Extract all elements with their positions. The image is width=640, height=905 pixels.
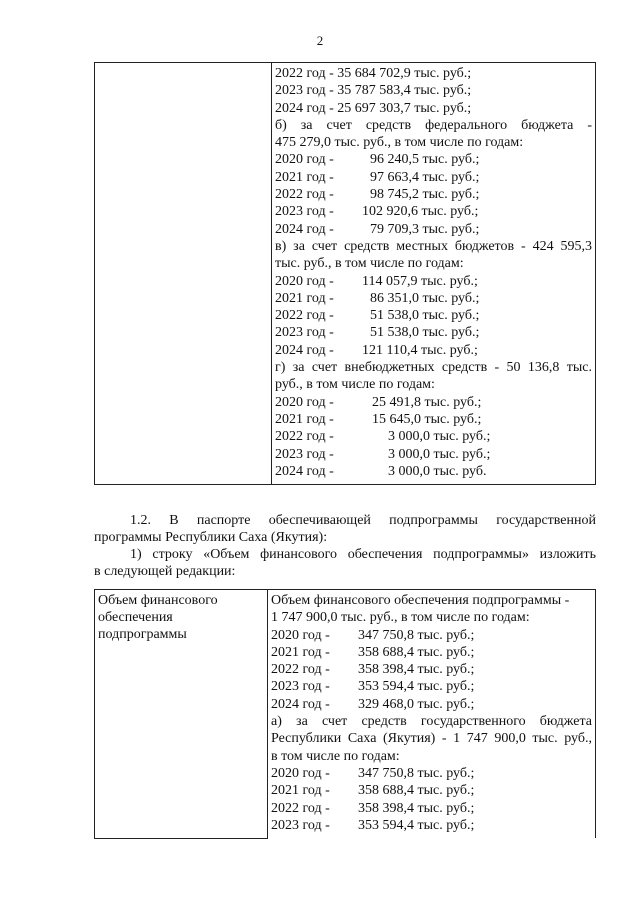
paragraph-item-1 bbox=[94, 546, 596, 581]
line: 2024 год - 25 697 303,7 тыс. руб.; bbox=[275, 100, 472, 116]
total-row: 2020 год - 347 750,8 тыс. руб.; bbox=[271, 627, 475, 643]
federal-row: 2020 год - 96 240,5 тыс. руб.; bbox=[275, 152, 480, 168]
paragraph-line: программы Республики Саха (Якутия): bbox=[94, 530, 328, 546]
local-row: 2020 год - 114 057,9 тыс. руб.; bbox=[275, 273, 478, 289]
local-heading-cont: тыс. руб., в том числе по годам: bbox=[275, 256, 464, 272]
federal-row: 2022 год - 98 745,2 тыс. руб.; bbox=[275, 187, 480, 203]
state-budget-heading: а) за счет средств государственного бюджета bbox=[271, 714, 592, 730]
state-row: 2021 год - 358 688,4 тыс. руб.; bbox=[271, 783, 475, 799]
local-heading: в) за счет средств местных бюджетов - 424 595,3 bbox=[275, 238, 592, 254]
total-heading-cont: 1 747 900,0 тыс. руб., в том числе по годам: bbox=[271, 610, 530, 626]
financing-details-cell bbox=[272, 63, 596, 485]
extrabudget-row: 2022 год - 3 000,0 тыс. руб.; bbox=[275, 429, 491, 445]
federal-heading-cont: 475 279,0 тыс. руб., в том числе по годам: bbox=[275, 135, 524, 151]
extrabudget-row: 2023 год - 3 000,0 тыс. руб.; bbox=[275, 446, 491, 462]
paragraph-line: 1) строку «Объем финансового обеспечения подпрограммы» изложить bbox=[130, 547, 596, 562]
extrabudget-row: 2020 год - 25 491,8 тыс. руб.; bbox=[275, 394, 482, 410]
line: 2023 год - 35 787 583,4 тыс. руб.; bbox=[275, 83, 472, 99]
label-line: подпрограммы bbox=[98, 627, 187, 642]
federal-row: 2024 год - 79 709,3 тыс. руб.; bbox=[275, 221, 480, 237]
federal-row: 2021 год - 97 663,4 тыс. руб.; bbox=[275, 169, 480, 185]
subprogram-financing-table bbox=[94, 589, 596, 839]
state-budget-heading-cont: Республики Саха (Якутия) - 1 747 900,0 тыс. руб., bbox=[271, 731, 592, 747]
line: 2022 год - 35 684 702,9 тыс. руб.; bbox=[275, 66, 472, 81]
local-row: 2023 год - 51 538,0 тыс. руб.; bbox=[275, 325, 480, 341]
label-line: Объем финансового bbox=[98, 593, 218, 608]
state-row: 2020 год - 347 750,8 тыс. руб.; bbox=[271, 765, 475, 781]
label-cell-empty bbox=[95, 63, 272, 485]
total-row: 2021 год - 358 688,4 тыс. руб.; bbox=[271, 644, 475, 660]
state-row: 2022 год - 358 398,4 тыс. руб.; bbox=[271, 800, 475, 816]
state-budget-heading-cont: в том числе по годам: bbox=[271, 748, 400, 764]
extrabudget-heading: г) за счет внебюджетных средств - 50 136,8 тыс. bbox=[275, 360, 592, 376]
total-heading: Объем финансового обеспечения подпрограммы - bbox=[271, 593, 570, 608]
page-number: 2 bbox=[316, 33, 324, 48]
local-row: 2022 год - 51 538,0 тыс. руб.; bbox=[275, 308, 480, 324]
paragraph-line: в следующей редакции: bbox=[94, 564, 236, 580]
federal-heading: б) за счет средств федерального бюджета - bbox=[275, 117, 592, 133]
local-row: 2024 год - 121 110,4 тыс. руб.; bbox=[275, 342, 478, 358]
extrabudget-heading-cont: руб., в том числе по годам: bbox=[275, 377, 435, 393]
total-row: 2024 год - 329 468,0 тыс. руб.; bbox=[271, 696, 475, 712]
financing-table-continued bbox=[94, 62, 596, 485]
paragraph-1-2 bbox=[94, 512, 596, 547]
total-row: 2023 год - 353 594,4 тыс. руб.; bbox=[271, 679, 475, 695]
paragraph-line: 1.2. В паспорте обеспечивающей подпрограммы государственной bbox=[130, 513, 596, 528]
extrabudget-row: 2024 год - 3 000,0 тыс. руб. bbox=[275, 463, 487, 479]
row-label-cell bbox=[95, 590, 268, 839]
extrabudget-row: 2021 год - 15 645,0 тыс. руб.; bbox=[275, 411, 482, 427]
local-row: 2021 год - 86 351,0 тыс. руб.; bbox=[275, 290, 480, 306]
financing-details-cell bbox=[268, 590, 596, 839]
state-row: 2023 год - 353 594,4 тыс. руб.; bbox=[271, 817, 475, 833]
label-line: обеспечения bbox=[98, 610, 173, 625]
federal-row: 2023 год - 102 920,6 тыс. руб.; bbox=[275, 204, 479, 220]
total-row: 2022 год - 358 398,4 тыс. руб.; bbox=[271, 662, 475, 678]
